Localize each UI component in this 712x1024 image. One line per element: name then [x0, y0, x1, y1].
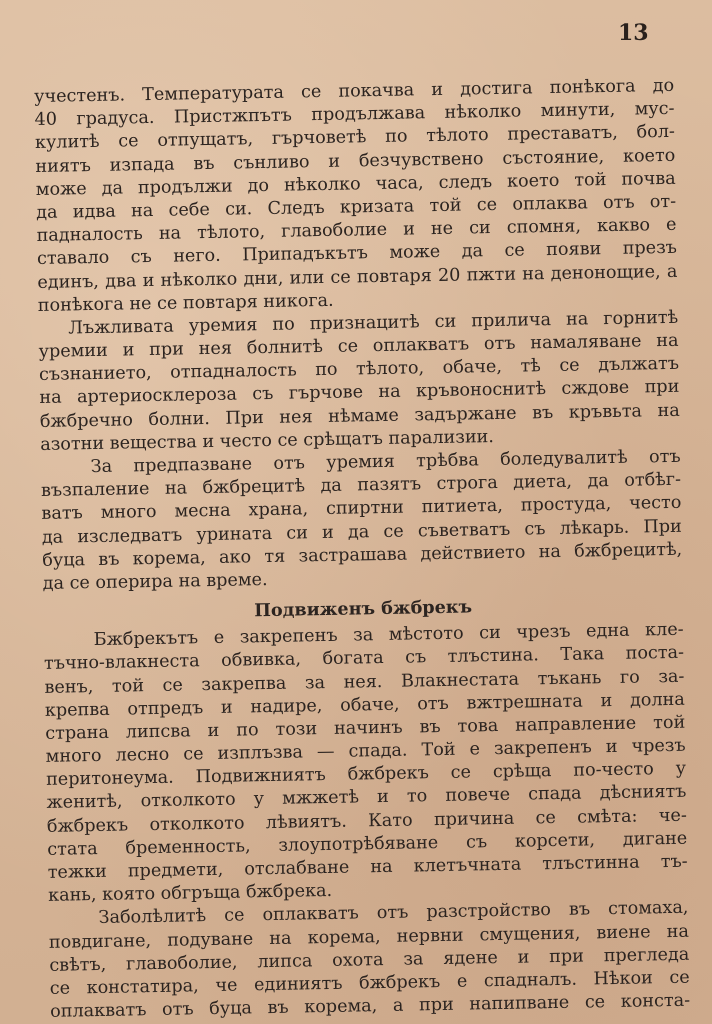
text-line: Бжбрекътъ е закрепенъ за мѣстото си чрезъ една кле- [93, 619, 684, 651]
text-line: стата бременность, злоупотрѣбяване съ корсети, дигане [47, 828, 688, 860]
text-line: учестенъ. Температурата се покачва и достига понѣкога до [34, 75, 675, 107]
text-line: може да продължи до нѣколко часа, следъ което той почва [35, 168, 676, 200]
text-line: ставало съ него. Припадъкътъ може да се появи презъ [36, 238, 678, 270]
text-line: съзнанието, отпадналость по тѣлото, обаче, тѣ се дължатъ [38, 354, 680, 386]
text-line: падналость на тѣлото, главоболие и не си спомня, какво е [36, 214, 677, 247]
text-line: буца въ корема, ако тя застрашава действието на бжбрецитѣ, [42, 539, 683, 571]
text-line: кулитѣ се отпущатъ, гърчоветѣ по тѣлото преставатъ, бол- [34, 122, 676, 154]
text-line: Заболѣлитѣ се оплакватъ отъ разстройство въ стомаха, [98, 898, 689, 929]
text-line: да изследватъ урината си и да се съветватъ съ лѣкарь. При [41, 516, 682, 548]
text-line: 40 градуса. Пристжпътъ продължава нѣколко минути, мус- [34, 99, 675, 131]
text-line: Лъжливата уремия по признацитѣ си прилича на горнитѣ [68, 307, 679, 339]
page-number: 13 [618, 20, 649, 46]
text-line: да се оперира на време. [42, 569, 268, 594]
text-line: ватъ много месна храна, спиртни питиета, простуда, често [41, 493, 682, 525]
text-line: се констатира, че единиятъ бжбрекъ е спадналъ. Нѣкои се [49, 967, 690, 999]
text-line: уремии и при нея болнитѣ се оплакватъ отъ намаляване на [38, 330, 679, 363]
text-line: За предпазване отъ уремия трѣбва боледувалитѣ отъ [90, 446, 681, 478]
text-line: тъчно-влакнеста обвивка, богата съ тлъстина. Така поста- [43, 643, 685, 675]
text-line: ниятъ изпада въ сънливо и безчувствено състояние, което [35, 145, 676, 177]
text-line: тежки предмети, отслабване на клетъчната тлъстинна тъ- [47, 851, 688, 883]
text-line: оплакватъ отъ буца въ корема, а при напипване се конста- [49, 990, 691, 1022]
text-line: страна липсва и по този начинъ въ това направление той [45, 712, 686, 744]
text-line: женитѣ, отколкото у мжжетѣ и то повече спада дѣсниятъ [46, 782, 687, 814]
text-line: бжбречно болни. При нея нѣмаме задържане въ кръвьта на [39, 400, 680, 432]
text-line: възпаление на бжбрецитѣ да пазятъ строга диета, да отбѣг- [40, 469, 682, 502]
section-heading: Подвиженъ бжбрекъ [254, 596, 473, 622]
text-line: венъ, той се закрепва за нея. Влакнестата тъкань го за- [44, 666, 685, 698]
page-text [34, 75, 690, 1024]
text-line: повдигане, подуване на корема, нервни смущения, виене на [48, 921, 690, 953]
text-line: единъ, два и нѣколко дни, или се повтаря 20 пжти на денонощие, а понѣкога не се повтаря никога. [37, 261, 678, 316]
text-line: кань, която обгръща бжбрека. [47, 881, 333, 907]
text-line: да идва на себе си. Следъ кризата той се оплаква отъ от- [36, 191, 677, 223]
text-line: крепва отпредъ и надире, обаче, отъ вжтрешната и долна [44, 689, 685, 721]
text-line: много лесно се изплъзва — спада. Той е закрепенъ и чрезъ [45, 735, 686, 767]
text-line: свѣтъ, главоболие, липса охота за ядене и при прегледа [49, 944, 690, 976]
text-line: на артериосклероза съ гърчове на кръвоноснитѣ сждове при [39, 377, 680, 409]
text-line: перитонеума. Подвижниятъ бжбрекъ се срѣща по-често у [45, 758, 687, 791]
text-line: азотни вещества и често се срѣщатъ парализии. [40, 426, 495, 455]
text-line: бжбрекъ отколкото лѣвиятъ. Като причина се смѣта: че- [46, 805, 688, 837]
